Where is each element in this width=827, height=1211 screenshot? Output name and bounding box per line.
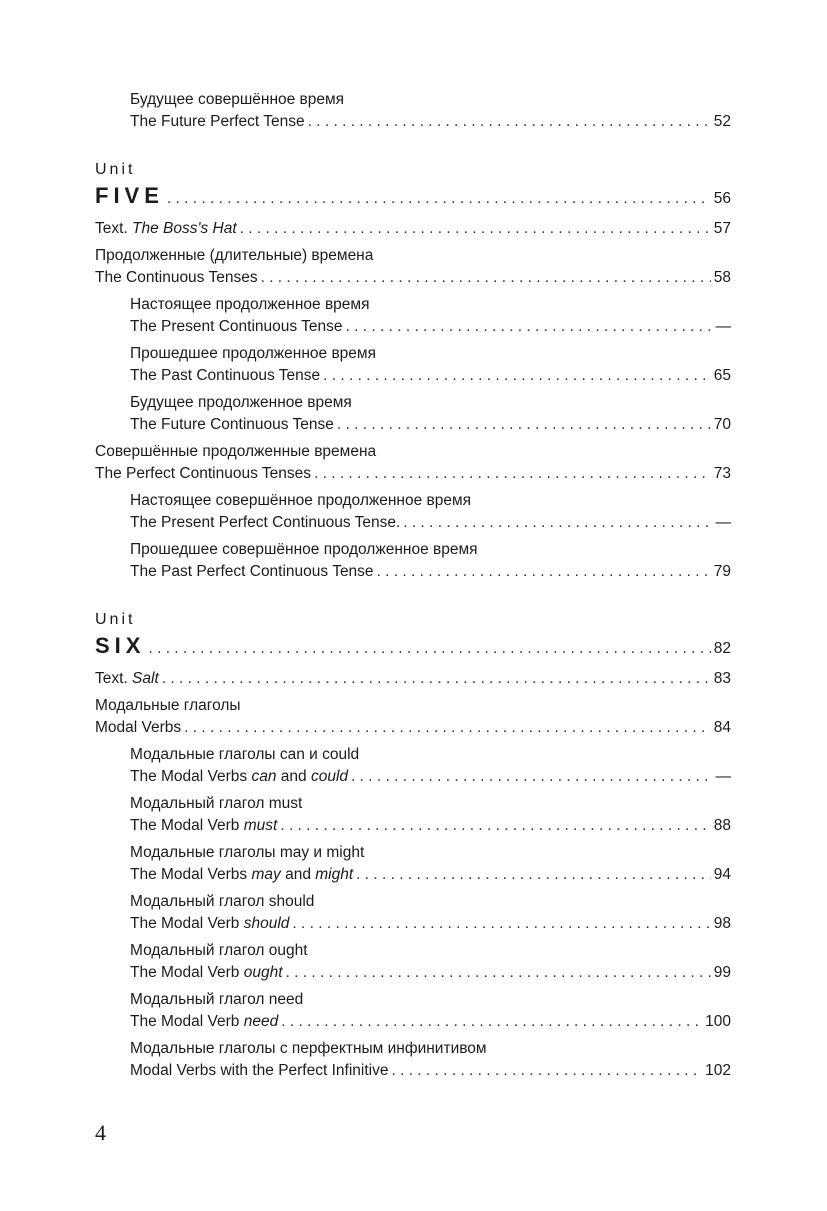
dot-leader — [377, 561, 711, 583]
page-number: — — [715, 318, 731, 335]
title-part: The Modal Verb — [130, 915, 244, 932]
dot-leader — [240, 218, 711, 240]
entry-title-ru: Продолженные (длительные) времена — [95, 247, 374, 264]
dot-leader — [356, 864, 711, 886]
title-part: The Modal Verb — [130, 964, 244, 981]
verb-name: must — [243, 817, 278, 834]
toc-entry-present-perfect-continuous[interactable] — [130, 490, 731, 534]
text-title: The Boss's Hat — [132, 220, 237, 237]
title-part: The Modal Verbs — [130, 866, 252, 883]
entry-title-en: The Future Perfect Tense — [130, 113, 305, 130]
unit-heading-six[interactable] — [95, 609, 731, 664]
toc-entry-may-might[interactable] — [130, 842, 731, 886]
text-title: Salt — [132, 670, 159, 687]
verb-name: can — [251, 768, 277, 785]
dot-leader — [403, 512, 712, 534]
title-part: and — [276, 768, 311, 785]
verb-name: may — [251, 866, 281, 883]
title-part: The Modal Verb — [130, 1013, 244, 1030]
page-number: 84 — [713, 719, 731, 736]
dot-leader — [162, 668, 711, 690]
entry-title-ru: Модальный глагол ought — [130, 942, 308, 959]
entry-title-en — [130, 815, 277, 837]
dot-leader — [308, 111, 711, 133]
entry-title-en: The Past Perfect Continuous Tense — [130, 563, 374, 580]
entry-title-en: Modal Verbs with the Perfect Infinitive — [130, 1062, 389, 1079]
toc-entry-perfect-infinitive[interactable] — [130, 1038, 731, 1082]
verb-name: ought — [243, 964, 283, 981]
toc-entry-future-continuous[interactable] — [130, 392, 731, 436]
entry-title-en — [130, 766, 348, 788]
verb-name: need — [243, 1013, 279, 1030]
entry-title-en: The Continuous Tenses — [95, 269, 258, 286]
title-part: and — [280, 866, 316, 883]
page-number: 52 — [713, 113, 731, 130]
dot-leader — [148, 634, 710, 664]
toc-entry-text-salt[interactable] — [95, 668, 731, 690]
toc-entry-need[interactable] — [130, 989, 731, 1033]
entry-title-ru: Прошедшее продолженное время — [130, 345, 376, 362]
unit-title: SIX — [95, 633, 146, 658]
entry-title-en — [130, 1011, 278, 1033]
dot-leader — [391, 1060, 702, 1082]
title-part: The Modal Verbs — [130, 768, 252, 785]
unit-label: Unit — [95, 611, 136, 628]
entry-title-ru: Будущее продолженное время — [130, 394, 352, 411]
entry-title-en: The Present Perfect Continuous Tense. — [130, 514, 401, 531]
page-number: 102 — [705, 1062, 731, 1079]
entry-title-ru: Модальный глагол need — [130, 991, 304, 1008]
entry-title-en: Modal Verbs — [95, 719, 182, 736]
entry-title-ru: Модальные глаголы may и might — [130, 844, 365, 861]
toc-entry-continuous-tenses[interactable] — [95, 245, 731, 289]
entry-title-en — [95, 668, 159, 690]
entry-title-en — [130, 962, 283, 984]
dot-leader — [167, 184, 711, 214]
entry-title-en: The Present Continuous Tense — [130, 318, 343, 335]
page-number: — — [715, 768, 731, 785]
page-number: 88 — [713, 817, 731, 834]
unit-heading-five[interactable] — [95, 159, 731, 214]
toc-entry-perfect-continuous-tenses[interactable] — [95, 441, 731, 485]
entry-title-ru: Настоящее продолженное время — [130, 296, 370, 313]
toc-entry-ought[interactable] — [130, 940, 731, 984]
toc-entry-should[interactable] — [130, 891, 731, 935]
entry-title-ru: Модальные глаголы — [95, 697, 241, 714]
page-number: 98 — [713, 915, 731, 932]
title-part: The Modal Verb — [130, 817, 244, 834]
dot-leader — [280, 815, 710, 837]
verb-name: should — [243, 915, 290, 932]
unit-label: Unit — [95, 161, 136, 178]
entry-title-ru: Модальный глагол must — [130, 795, 303, 812]
entry-title-en: The Past Continuous Tense — [130, 367, 321, 384]
toc-entry-must[interactable] — [130, 793, 731, 837]
page-number: 100 — [705, 1013, 731, 1030]
unit-title: FIVE — [95, 183, 164, 208]
verb-name: might — [315, 866, 354, 883]
entry-title-en — [95, 218, 237, 240]
dot-leader — [184, 717, 711, 739]
page-number: 94 — [713, 866, 731, 883]
entry-title-en: The Future Continuous Tense — [130, 416, 334, 433]
entry-title-ru: Будущее совершённое время — [130, 91, 345, 108]
page-number: 82 — [713, 640, 731, 657]
dot-leader — [351, 766, 712, 788]
page-number: 83 — [713, 670, 731, 687]
page-number: 65 — [713, 367, 731, 384]
page-number: 56 — [713, 190, 731, 207]
entry-title-ru: Модальные глаголы can и could — [130, 746, 360, 763]
entry-title-en — [130, 913, 289, 935]
toc-entry-present-continuous[interactable] — [130, 294, 731, 338]
table-of-contents — [95, 89, 731, 1082]
dot-leader — [261, 267, 711, 289]
dot-leader — [323, 365, 711, 387]
toc-entry-past-continuous[interactable] — [130, 343, 731, 387]
toc-entry-past-perfect-continuous[interactable] — [130, 539, 731, 583]
toc-entry-future-perfect[interactable] — [130, 89, 731, 133]
entry-title-en: The Perfect Continuous Tenses — [95, 465, 311, 482]
dot-leader — [346, 316, 713, 338]
entry-title-ru: Совершённые продолженные времена — [95, 443, 377, 460]
dot-leader — [337, 414, 711, 436]
page-number: 79 — [713, 563, 731, 580]
page-number: 57 — [713, 220, 731, 237]
verb-name: could — [310, 768, 349, 785]
page-number: 58 — [713, 269, 731, 286]
page-number: — — [715, 514, 731, 531]
toc-entry-modal-verbs[interactable] — [95, 695, 731, 739]
text-prefix: Text. — [95, 220, 133, 237]
dot-leader — [281, 1011, 702, 1033]
entry-title-ru: Прошедшее совершённое продолженное время — [130, 541, 478, 558]
page-number: 70 — [713, 416, 731, 433]
entry-title-ru: Настоящее совершённое продолженное время — [130, 492, 472, 509]
dot-leader — [314, 463, 711, 485]
entry-title-ru: Модальный глагол should — [130, 893, 315, 910]
entry-title-ru: Модальные глаголы с перфектным инфинитивом — [130, 1040, 487, 1057]
page-number: 73 — [713, 465, 731, 482]
toc-entry-can-could[interactable] — [130, 744, 731, 788]
text-prefix: Text. — [95, 670, 133, 687]
entry-title-en — [130, 864, 353, 886]
toc-entry-text-boss-hat[interactable] — [95, 218, 731, 240]
page-number: 99 — [713, 964, 731, 981]
page-folio: 4 — [95, 1120, 106, 1145]
dot-leader — [292, 913, 710, 935]
dot-leader — [286, 962, 711, 984]
